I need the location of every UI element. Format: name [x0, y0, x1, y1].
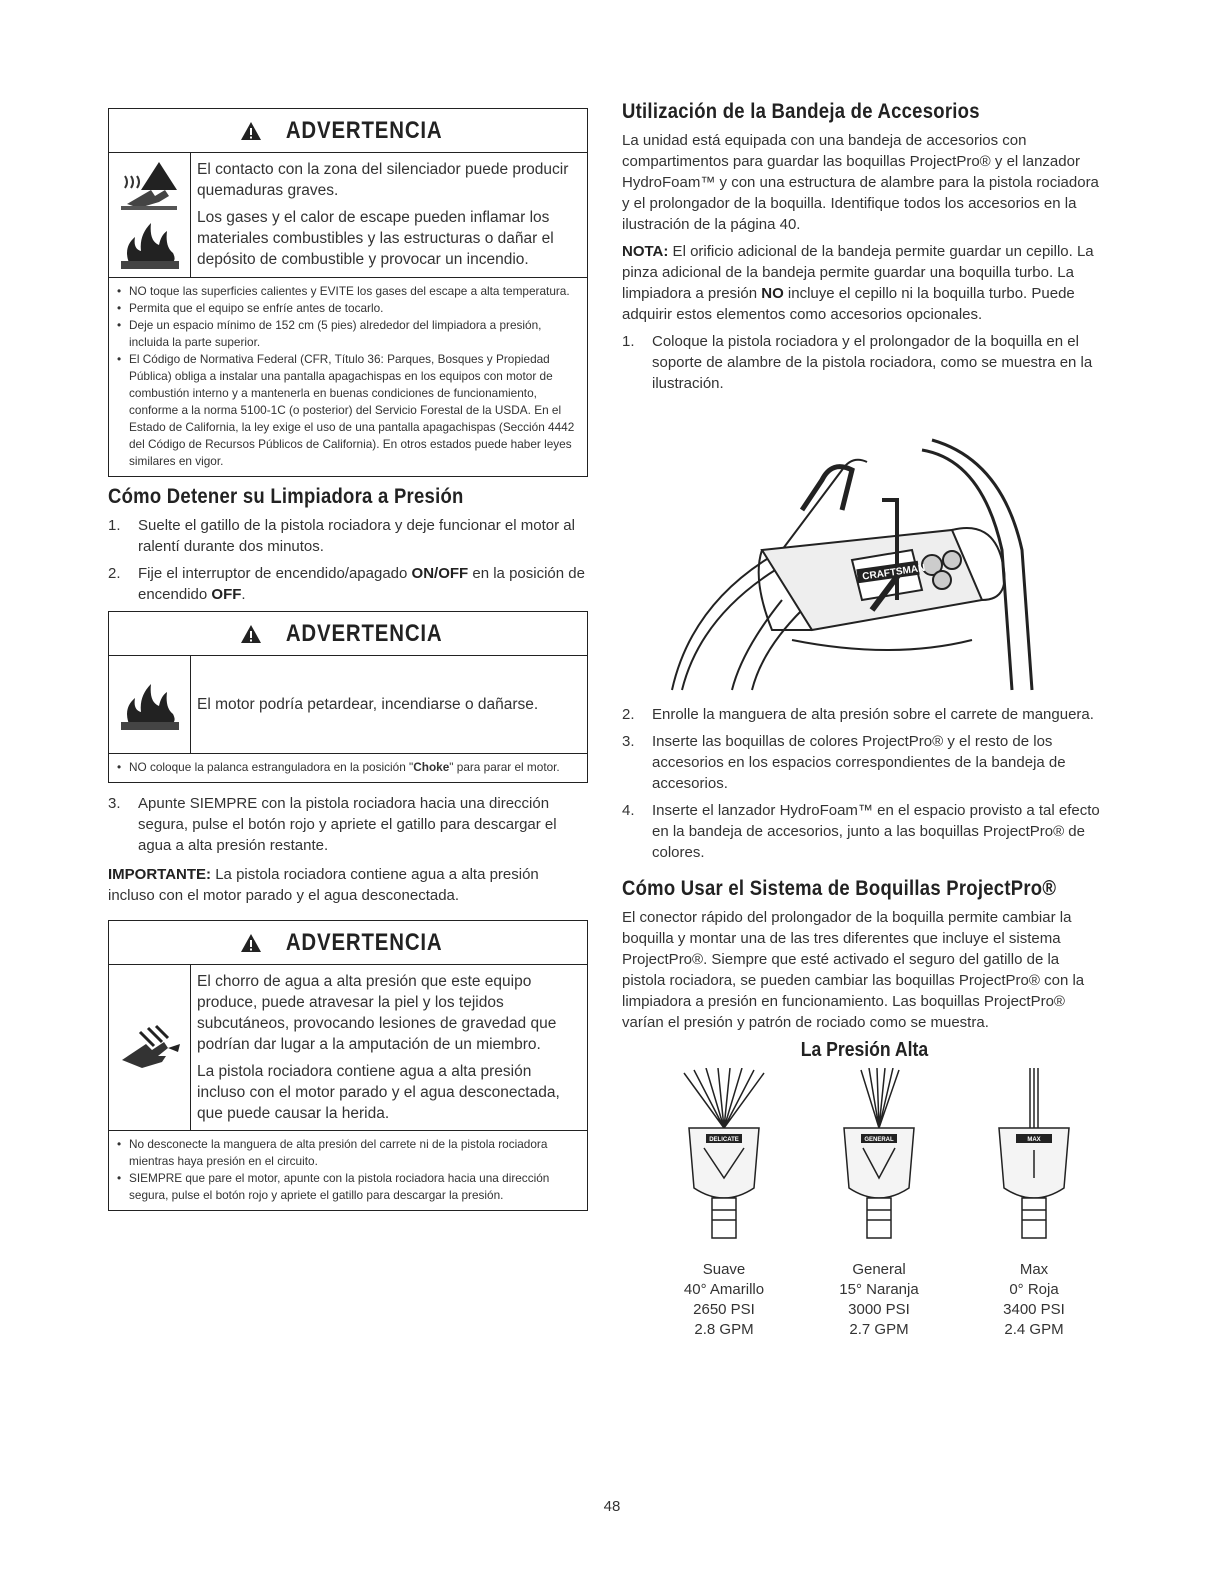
important-note [108, 864, 588, 906]
warning-bullet-list [109, 278, 587, 476]
warning-text: El motor podría petardear, incendiarse o dañarse. [197, 696, 539, 713]
warning-bullet-list [109, 754, 587, 782]
step-text: Inserte el lanzador HydroFoam™ en el espacio provisto a tal efecto en la bandeja de accesorios, junto a las boquillas ProjectPro® de colores. [652, 802, 1100, 861]
section-heading-stop: Cómo Detener su Limpiadora a Presión [108, 485, 464, 508]
step-number: 2. [622, 706, 635, 723]
nozzle-psi: 2650 PSI [693, 1301, 755, 1318]
nozzle-gpm: 2.8 GPM [694, 1321, 754, 1338]
bullet-item: • Deje un espacio mínimo de 152 cm (5 pies) alrededor del limpiadora a presión, incluida la parte superior. [117, 317, 579, 351]
nozzle-general [819, 1068, 939, 1340]
nozzle-chart [664, 1068, 1094, 1340]
warning-triangle-icon [240, 624, 262, 644]
list-item [622, 331, 1106, 394]
stop-steps-list-continued [108, 793, 588, 856]
nozzle-name: Max [1019, 1261, 1049, 1278]
warning-bullet-list [109, 1131, 587, 1210]
step-text: Suelte el gatillo de la pistola rociadora y deje funcionar el motor al ralentí durante dos minutos. [138, 517, 575, 555]
nozzle-intro: El conector rápido del prolongador de la boquilla permite cambiar la boquilla y montar una de las tres diferentes que incluye el sistema ProjectPro®. Siempre que esté activado el seguro del gatillo de la pistola rociadora, se pueden cambiar las boquillas ProjectPro® con la limpiadora a presión en funcionamiento. Las boquillas ProjectPro® varían el presión y patrón de rociado como se muestra. [622, 909, 1085, 1031]
warning-box-muffler [108, 108, 588, 477]
accessory-tray-illustration [652, 400, 1072, 700]
brand-label: CRAFTSMAN [861, 562, 926, 583]
step-number: 4. [622, 802, 635, 819]
step-text: Fije el interruptor de encendido/apagado [138, 565, 412, 582]
list-item [108, 515, 588, 557]
warning-text: El contacto con la zona del silenciador puede producir quemaduras graves. [197, 161, 569, 199]
step-number: 2. [108, 565, 121, 582]
warning-title: ADVERTENCIA [285, 619, 443, 647]
nozzle-0deg-icon [984, 1068, 1084, 1258]
bullet-item: • Permita que el equipo se enfríe antes de tocarlo. [117, 300, 579, 317]
fire-icon [119, 217, 181, 271]
warning-text: La pistola rociadora contiene agua a alta presión incluso con el motor parado y el agua desconectada, que puede causar la herida. [197, 1063, 560, 1122]
nozzle-gpm: 2.4 GPM [1004, 1321, 1064, 1338]
step-text: Enrolle la manguera de alta presión sobre el carrete de manguera. [652, 706, 1094, 723]
nozzle-40deg-icon [674, 1068, 774, 1258]
warning-header [109, 612, 587, 656]
list-item [622, 800, 1106, 863]
step-text: en la posición de encendido [138, 565, 585, 603]
left-column [108, 108, 588, 1211]
nozzle-tag: GENERAL [864, 1137, 894, 1143]
note-emphasis: NO [761, 285, 784, 302]
warning-text: El chorro de agua a alta presión que este equipo produce, puede atravesar la piel y los tejidos subcutáneos, provocando lesiones de gravedad que podrían dar lugar a la amputación de un miembro. [197, 973, 557, 1053]
spray-gun-handle [802, 467, 852, 510]
stop-steps-list [108, 515, 588, 605]
warning-title: ADVERTENCIA [285, 116, 443, 144]
nozzle-gpm: 2.7 GPM [849, 1321, 909, 1338]
list-item [622, 731, 1106, 794]
nozzle-angle: 0° Roja [1009, 1281, 1059, 1298]
nozzle-angle: 15° Naranja [839, 1281, 919, 1298]
step-number: 3. [108, 795, 121, 812]
tray-intro: La unidad está equipada con una bandeja de accesorios con compartimentos para guardar las boquillas ProjectPro® y el lanzador HydroFoam™ y con una estructura de alambre para la pistola rociadora y el prolongador de la boquilla. Identifique todos los accesorios en la ilustración de la página 40. [622, 132, 1099, 233]
warning-title: ADVERTENCIA [285, 928, 443, 956]
step-text: Inserte las boquillas de colores ProjectPro® y el resto de los accesorios en los espacios correspondientes de la bandeja de accesorios. [652, 733, 1066, 792]
nozzle-psi: 3400 PSI [1003, 1301, 1065, 1318]
warning-triangle-icon [240, 121, 262, 141]
nozzle-tag: MAX [1027, 1137, 1041, 1143]
step-number: 3. [622, 733, 635, 750]
bullet-item: • SIEMPRE que pare el motor, apunte con la pistola rociadora hacia una dirección segura, pulse el botón rojo y apriete el gatillo para descargar la presión. [117, 1170, 579, 1204]
note-text: El orificio adicional de la bandeja permite guardar un cepillo. La pinza adicional de la bandeja permite guardar una boquilla turbo. La limpiadora a presión [622, 243, 1094, 302]
section-heading-nozzles: Cómo Usar el Sistema de Boquillas ProjectPro® [622, 877, 1057, 900]
page-number: 48 [603, 1498, 621, 1515]
off-label: OFF [211, 586, 242, 603]
list-item [108, 793, 588, 856]
bullet-item: • NO toque las superficies calientes y EVITE los gases del escape a alta temperatura. [117, 283, 579, 300]
note-text: incluye el cepillo ni la boquilla turbo. Puede adquirir estos elementos como accesorios opcionales. [622, 285, 1075, 323]
hot-surface-burn-icon [119, 160, 181, 212]
bullet-text: " para parar el motor. [449, 760, 560, 774]
tray-note [622, 241, 1106, 325]
list-item [108, 563, 588, 605]
step-text: . [241, 586, 246, 603]
warning-box-backfire [108, 611, 588, 783]
warning-header [109, 109, 587, 153]
warning-header [109, 921, 587, 965]
injection-hazard-hand-icon [118, 1020, 182, 1076]
step-text: Coloque la pistola rociadora y el prolongador de la boquilla en el soporte de alambre de la pistola rociadora, como se muestra en la ilustración. [652, 333, 1093, 392]
nozzle-name: Suave [702, 1261, 746, 1278]
list-item [622, 704, 1106, 725]
warning-triangle-icon [240, 933, 262, 953]
warning-text: Los gases y el calor de escape pueden inflamar los materiales combustibles y las estructuras o dañar el depósito de combustible y provocar un incendio. [197, 209, 554, 268]
nozzle-psi: 3000 PSI [848, 1301, 910, 1318]
nozzle-15deg-icon [829, 1068, 929, 1258]
step-text: Apunte SIEMPRE con la pistola rociadora hacia una dirección segura, pulse el botón rojo y apriete el gatillo para descargar el agua a alta presión restante. [138, 795, 557, 854]
bullet-item [117, 759, 579, 776]
nozzle-angle: 40° Amarillo [683, 1281, 765, 1298]
on-off-label: ON/OFF [411, 565, 469, 582]
bullet-item: • No desconecte la manguera de alta presión del carrete ni de la pistola rociadora mientras haya presión en el circuito. [117, 1136, 579, 1170]
tray-steps-list-continued [622, 704, 1106, 863]
step-number: 1. [622, 333, 635, 350]
nozzle-subheading-wrap [622, 1039, 1106, 1062]
nozzle-delicate [664, 1068, 784, 1340]
important-text: La pistola rociadora contiene agua a alta presión incluso con el motor parado y el agua desconectada. [108, 866, 539, 904]
fire-icon [119, 677, 181, 733]
bullet-text: NO coloque la palanca estranguladora en la posición " [129, 760, 414, 774]
right-column [622, 100, 1106, 1340]
bullet-item: • El Código de Normativa Federal (CFR, Título 36: Parques, Bosques y Propiedad Pública) obliga a instalar una pantalla apagachispas en los equipos con motor de combustión interno y a mantenerla en buenas condiciones de funcionamiento, conforme a la norma 5100-1C (o posterior) del Servicio Forestal de la USDA. En el Estado de California, la ley exige el uso de una pantalla apagachispas (Sección 4442 del Código de Recursos Públicos de California). En otros estados puede haber leyes similares en vigor. [117, 351, 579, 470]
note-label: NOTA: [622, 243, 669, 260]
warning-box-high-pressure [108, 920, 588, 1211]
nozzle-tag: DELICATE [709, 1137, 739, 1143]
important-label: IMPORTANTE: [108, 866, 212, 883]
nozzle-max [974, 1068, 1094, 1340]
section-heading-tray: Utilización de la Bandeja de Accesorios [622, 100, 980, 123]
nozzle-subheading: La Presión Alta [800, 1039, 928, 1061]
tray-steps-list [622, 331, 1106, 394]
step-number: 1. [108, 517, 121, 534]
nozzle-name: General [852, 1261, 906, 1278]
choke-label: Choke [413, 760, 450, 774]
